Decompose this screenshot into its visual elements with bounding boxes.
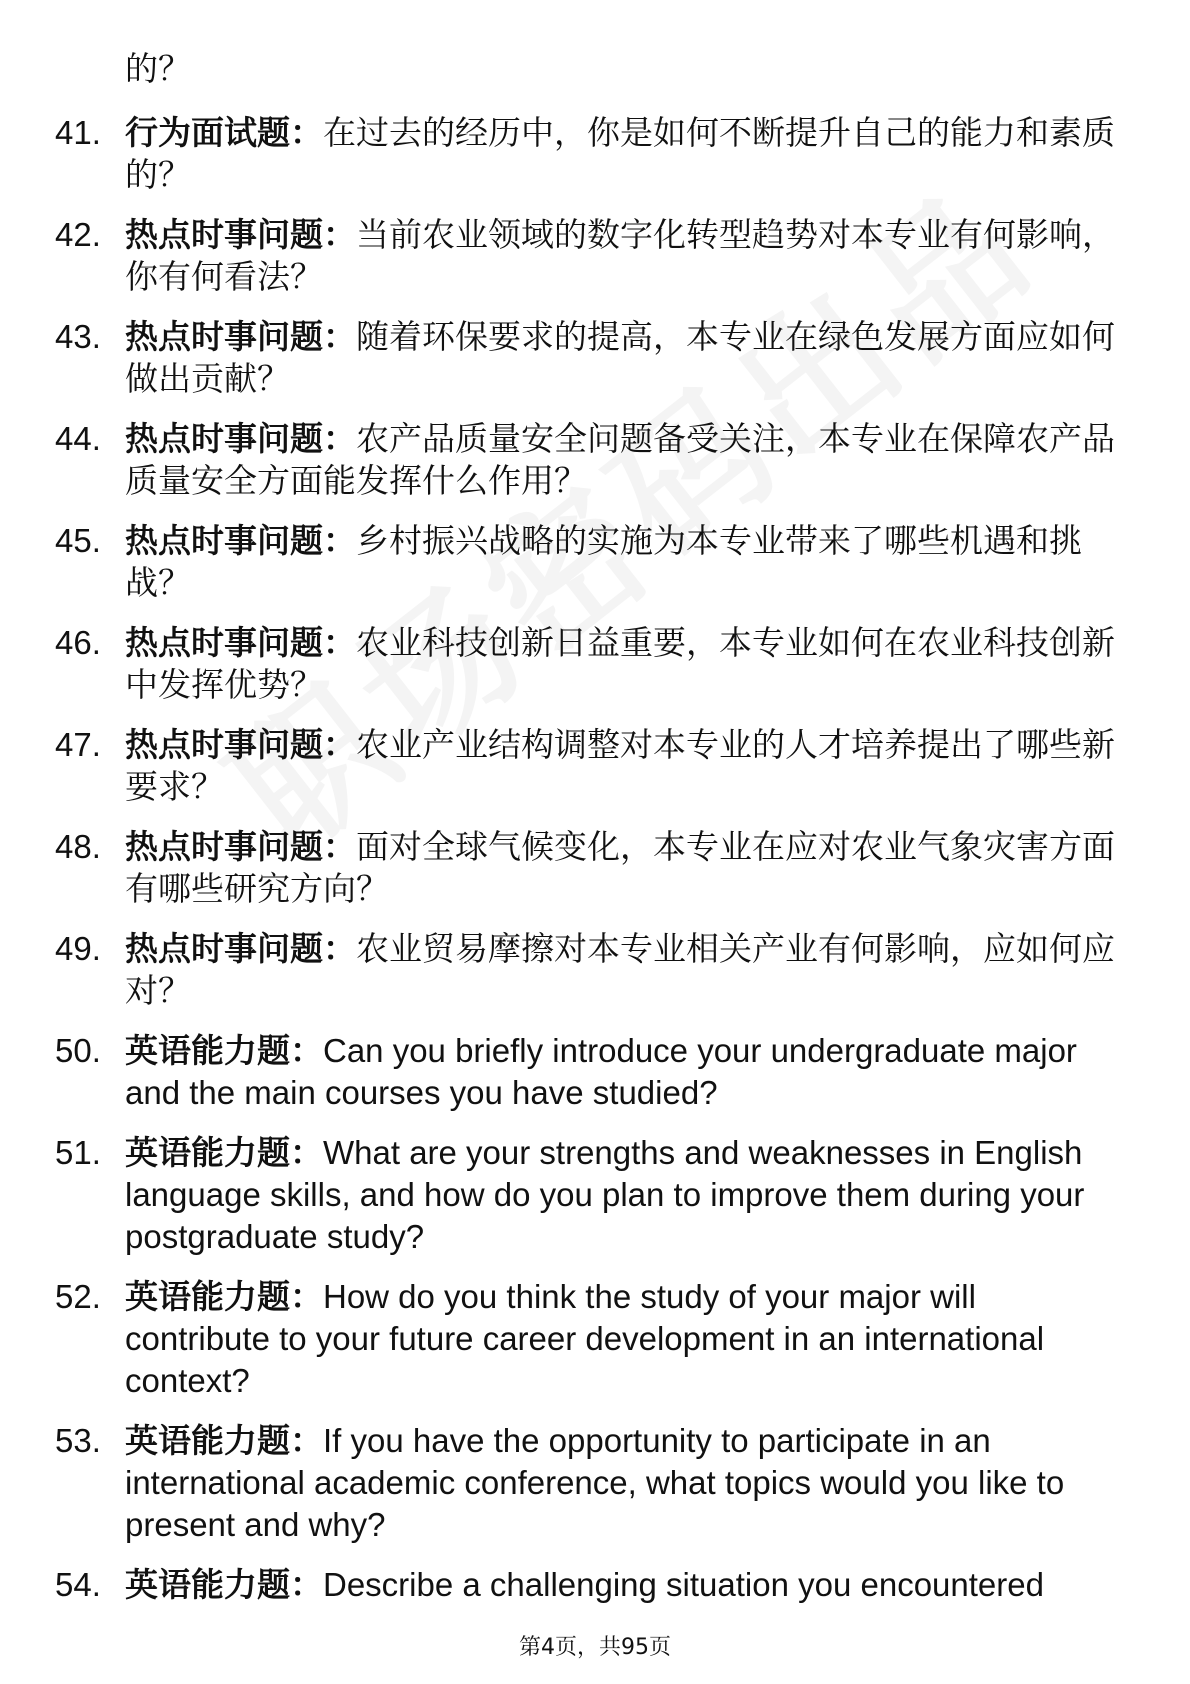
question-category: 英语能力题 (125, 1277, 290, 1316)
question-number: 41. (55, 114, 101, 151)
question-number: 42. (55, 216, 101, 253)
category-separator: ： (290, 1031, 323, 1070)
question-item (0, 724, 1190, 808)
question-category: 热点时事问题 (125, 215, 323, 254)
question-category: 热点时事问题 (125, 623, 323, 662)
question-item (0, 928, 1190, 1012)
question-category: 英语能力题 (125, 1421, 290, 1460)
question-item (0, 520, 1190, 604)
question-category: 英语能力题 (125, 1031, 290, 1070)
question-text: 当前农业领域的数字化转型趋势对本专业有何影响，你有何看法？ (125, 215, 1115, 296)
question-text: 农产品质量安全问题备受关注，本专业在保障农产品质量安全方面能发挥什么作用？ (125, 419, 1115, 500)
question-item (0, 1132, 1190, 1258)
question-category: 热点时事问题 (125, 521, 323, 560)
question-text: How do you think the study of your major will contribute to your future career development in an international context? (125, 1278, 1045, 1399)
question-text: 面对全球气候变化，本专业在应对农业气象灾害方面有哪些研究方向？ (125, 827, 1115, 908)
question-item (0, 112, 1190, 196)
question-text: Describe a challenging situation you encountered (323, 1566, 1044, 1603)
question-number: 50. (55, 1032, 101, 1069)
category-separator: ： (323, 929, 356, 968)
question-list (0, 112, 1190, 1624)
question-item (0, 622, 1190, 706)
question-text: 农业产业结构调整对本专业的人才培养提出了哪些新要求？ (125, 725, 1115, 806)
category-separator: ： (323, 623, 356, 662)
category-separator: ： (290, 1133, 323, 1172)
question-text: 乡村振兴战略的实施为本专业带来了哪些机遇和挑战？ (125, 521, 1082, 602)
question-category: 热点时事问题 (125, 929, 323, 968)
question-number: 52. (55, 1278, 101, 1315)
question-text: 在过去的经历中，你是如何不断提升自己的能力和素质的？ (125, 113, 1115, 194)
question-number: 43. (55, 318, 101, 355)
question-category: 热点时事问题 (125, 317, 323, 356)
question-category: 英语能力题 (125, 1565, 290, 1604)
page-footer: 第4页，共95页 (519, 1635, 671, 1660)
question-number: 48. (55, 828, 101, 865)
continuation-text: 的？ (125, 49, 191, 88)
question-category: 热点时事问题 (125, 725, 323, 764)
category-separator: ： (323, 827, 356, 866)
question-text: Can you briefly introduce your undergraduate major and the main courses you have studied? (125, 1032, 1077, 1111)
question-text: 农业贸易摩擦对本专业相关产业有何影响，应如何应对？ (125, 929, 1115, 1010)
question-number: 51. (55, 1134, 101, 1171)
question-category: 热点时事问题 (125, 827, 323, 866)
question-item (0, 1564, 1190, 1606)
question-item (0, 1420, 1190, 1546)
category-separator: ： (290, 113, 323, 152)
category-separator: ： (290, 1421, 323, 1460)
question-number: 46. (55, 624, 101, 661)
question-category: 行为面试题 (125, 113, 290, 152)
category-separator: ： (323, 317, 356, 356)
question-number: 47. (55, 726, 101, 763)
question-item (0, 826, 1190, 910)
question-category: 热点时事问题 (125, 419, 323, 458)
category-separator: ： (323, 215, 356, 254)
question-category: 英语能力题 (125, 1133, 290, 1172)
question-number: 49. (55, 930, 101, 967)
question-text: What are your strengths and weaknesses in English language skills, and how do you plan to improve them during your postgraduate study? (125, 1134, 1085, 1255)
question-number: 54. (55, 1566, 101, 1603)
question-text: 随着环保要求的提高，本专业在绿色发展方面应如何做出贡献？ (125, 317, 1115, 398)
category-separator: ： (290, 1277, 323, 1316)
question-text: If you have the opportunity to participate in an international academic conference, what topics would you like to present and why? (125, 1422, 1065, 1543)
question-item (0, 316, 1190, 400)
question-item (0, 1030, 1190, 1114)
category-separator: ： (290, 1565, 323, 1604)
question-number: 45. (55, 522, 101, 559)
category-separator: ： (323, 725, 356, 764)
question-number: 44. (55, 420, 101, 457)
question-number: 53. (55, 1422, 101, 1459)
question-text: 农业科技创新日益重要，本专业如何在农业科技创新中发挥优势？ (125, 623, 1115, 704)
question-item (0, 214, 1190, 298)
category-separator: ： (323, 419, 356, 458)
question-item (0, 418, 1190, 502)
question-item (0, 1276, 1190, 1402)
category-separator: ： (323, 521, 356, 560)
